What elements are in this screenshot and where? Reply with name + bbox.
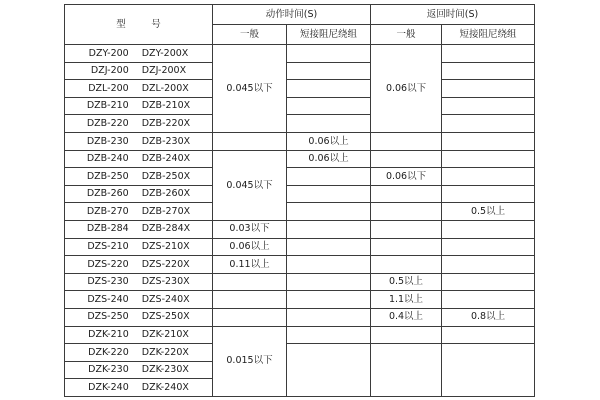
model-name: DZB-210X bbox=[141, 100, 191, 112]
value-cell bbox=[287, 62, 371, 80]
table-row bbox=[65, 238, 535, 256]
table-row bbox=[65, 45, 535, 63]
value-cell bbox=[287, 291, 371, 309]
model-name: DZB-250X bbox=[141, 170, 191, 182]
model-name: DZY-200 bbox=[88, 47, 129, 59]
model-name: DZB-260X bbox=[141, 188, 191, 200]
model-name: DZK-230X bbox=[141, 364, 189, 376]
value-cell bbox=[371, 185, 442, 203]
model-name: DZB-250 bbox=[86, 170, 129, 182]
spec-table-body bbox=[65, 45, 535, 397]
value-cell bbox=[442, 97, 535, 115]
header-return-shorted-damping-winding: 短接阻尼绕组 bbox=[442, 25, 535, 45]
value-cell bbox=[287, 344, 371, 397]
value-cell bbox=[287, 308, 371, 326]
model-cell bbox=[65, 185, 213, 203]
value-cell bbox=[371, 203, 442, 221]
value-cell bbox=[442, 238, 535, 256]
value-cell bbox=[371, 238, 442, 256]
value-cell bbox=[287, 273, 371, 291]
value-cell bbox=[442, 132, 535, 150]
model-name: DZS-220X bbox=[141, 258, 190, 270]
value-cell bbox=[442, 115, 535, 133]
value-cell bbox=[287, 168, 371, 186]
value-cell: 0.03以下 bbox=[213, 220, 287, 238]
value-cell: 1.1以上 bbox=[371, 291, 442, 309]
table-row bbox=[65, 80, 535, 98]
model-cell bbox=[65, 80, 213, 98]
value-cell bbox=[442, 45, 535, 63]
model-name: DZB-284X bbox=[141, 223, 191, 235]
header-return-time: 返回时间(S) bbox=[371, 5, 535, 25]
table-row bbox=[65, 220, 535, 238]
model-name: DZS-240X bbox=[141, 293, 190, 305]
value-cell bbox=[213, 308, 287, 326]
model-cell bbox=[65, 361, 213, 379]
model-cell bbox=[65, 291, 213, 309]
table-row bbox=[65, 308, 535, 326]
value-cell: 0.06以上 bbox=[213, 238, 287, 256]
value-cell bbox=[371, 150, 442, 168]
model-name: DZB-284 bbox=[86, 223, 129, 235]
model-name: DZB-210 bbox=[86, 100, 129, 112]
value-cell bbox=[442, 150, 535, 168]
model-name: DZK-220 bbox=[88, 346, 129, 358]
header-row-1 bbox=[65, 5, 535, 25]
model-cell bbox=[65, 344, 213, 362]
value-cell bbox=[287, 115, 371, 133]
model-cell bbox=[65, 326, 213, 344]
value-cell bbox=[287, 256, 371, 274]
table-row bbox=[65, 326, 535, 344]
value-cell bbox=[442, 62, 535, 80]
table-row bbox=[65, 256, 535, 274]
table-row bbox=[65, 150, 535, 168]
value-cell bbox=[442, 220, 535, 238]
value-cell bbox=[213, 291, 287, 309]
value-cell: 0.5以上 bbox=[442, 203, 535, 221]
model-name: DZS-230X bbox=[141, 276, 190, 288]
table-row bbox=[65, 344, 535, 362]
value-cell bbox=[371, 132, 442, 150]
header-action-shorted-damping-winding: 短接阻尼绕组 bbox=[287, 25, 371, 45]
model-name: DZS-210X bbox=[141, 241, 190, 253]
table-row bbox=[65, 185, 535, 203]
value-cell: 0.015以下 bbox=[213, 326, 287, 396]
model-name: DZK-240X bbox=[141, 381, 189, 393]
model-name: DZJ-200X bbox=[141, 65, 187, 77]
value-cell bbox=[371, 220, 442, 238]
value-cell bbox=[442, 273, 535, 291]
model-cell bbox=[65, 97, 213, 115]
model-name: DZB-240X bbox=[141, 153, 191, 165]
model-cell bbox=[65, 62, 213, 80]
value-cell bbox=[442, 80, 535, 98]
model-name: DZB-270 bbox=[86, 205, 129, 217]
model-name: DZB-220X bbox=[141, 117, 191, 129]
table-row bbox=[65, 115, 535, 133]
value-cell: 0.06以上 bbox=[287, 132, 371, 150]
value-cell bbox=[287, 238, 371, 256]
model-name: DZB-240 bbox=[86, 153, 129, 165]
value-cell bbox=[442, 256, 535, 274]
value-cell bbox=[287, 97, 371, 115]
model-cell bbox=[65, 168, 213, 186]
model-name: DZB-270X bbox=[141, 205, 191, 217]
model-name: DZB-260 bbox=[86, 188, 129, 200]
model-name: DZS-210 bbox=[87, 241, 129, 253]
model-name: DZK-210 bbox=[88, 329, 129, 341]
model-cell bbox=[65, 308, 213, 326]
model-cell bbox=[65, 115, 213, 133]
model-cell bbox=[65, 379, 213, 397]
value-cell bbox=[213, 273, 287, 291]
model-name: DZS-220 bbox=[87, 258, 129, 270]
value-cell bbox=[442, 344, 535, 397]
value-cell: 0.045以下 bbox=[213, 45, 287, 133]
model-cell bbox=[65, 273, 213, 291]
value-cell bbox=[287, 326, 371, 344]
model-name: DZS-250 bbox=[87, 311, 129, 323]
model-name: DZY-200X bbox=[141, 47, 189, 59]
model-cell bbox=[65, 220, 213, 238]
model-name: DZK-220X bbox=[141, 346, 189, 358]
table-header bbox=[65, 5, 535, 45]
model-name: DZL-200X bbox=[141, 82, 189, 94]
model-name: DZB-230X bbox=[141, 135, 191, 147]
value-cell: 0.4以上 bbox=[371, 308, 442, 326]
model-name: DZB-230 bbox=[86, 135, 129, 147]
table-row bbox=[65, 132, 535, 150]
model-name: DZS-250X bbox=[141, 311, 190, 323]
header-action-general: 一般 bbox=[213, 25, 287, 45]
value-cell bbox=[442, 168, 535, 186]
table-row bbox=[65, 62, 535, 80]
value-cell bbox=[442, 291, 535, 309]
value-cell bbox=[213, 132, 287, 150]
value-cell: 0.11以上 bbox=[213, 256, 287, 274]
value-cell bbox=[287, 45, 371, 63]
value-cell bbox=[442, 326, 535, 344]
value-cell: 0.045以下 bbox=[213, 150, 287, 220]
model-cell bbox=[65, 150, 213, 168]
model-cell bbox=[65, 203, 213, 221]
value-cell: 0.06以下 bbox=[371, 45, 442, 133]
value-cell: 0.06以上 bbox=[287, 150, 371, 168]
value-cell bbox=[371, 326, 442, 344]
model-name: DZS-240 bbox=[87, 293, 129, 305]
value-cell bbox=[287, 203, 371, 221]
table-row bbox=[65, 203, 535, 221]
model-name: DZS-230 bbox=[87, 276, 129, 288]
value-cell bbox=[442, 185, 535, 203]
model-name: DZK-240 bbox=[88, 381, 129, 393]
model-name: DZK-230 bbox=[88, 364, 129, 376]
value-cell: 0.06以下 bbox=[371, 168, 442, 186]
value-cell: 0.5以上 bbox=[371, 273, 442, 291]
model-cell bbox=[65, 256, 213, 274]
model-name: DZJ-200 bbox=[90, 65, 129, 77]
value-cell bbox=[287, 185, 371, 203]
model-name: DZB-220 bbox=[86, 117, 129, 129]
header-action-time: 动作时间(S) bbox=[213, 5, 371, 25]
model-cell bbox=[65, 45, 213, 63]
model-name: DZL-200 bbox=[88, 82, 129, 94]
value-cell bbox=[371, 344, 442, 397]
table-row bbox=[65, 291, 535, 309]
header-model: 型 号 bbox=[65, 5, 213, 45]
model-cell bbox=[65, 132, 213, 150]
value-cell bbox=[287, 80, 371, 98]
table-row bbox=[65, 168, 535, 186]
value-cell: 0.8以上 bbox=[442, 308, 535, 326]
value-cell bbox=[371, 256, 442, 274]
value-cell bbox=[287, 220, 371, 238]
table-row bbox=[65, 97, 535, 115]
table-row bbox=[65, 273, 535, 291]
relay-spec-table bbox=[64, 4, 535, 397]
model-name: DZK-210X bbox=[141, 329, 189, 341]
model-cell bbox=[65, 238, 213, 256]
header-return-general: 一般 bbox=[371, 25, 442, 45]
